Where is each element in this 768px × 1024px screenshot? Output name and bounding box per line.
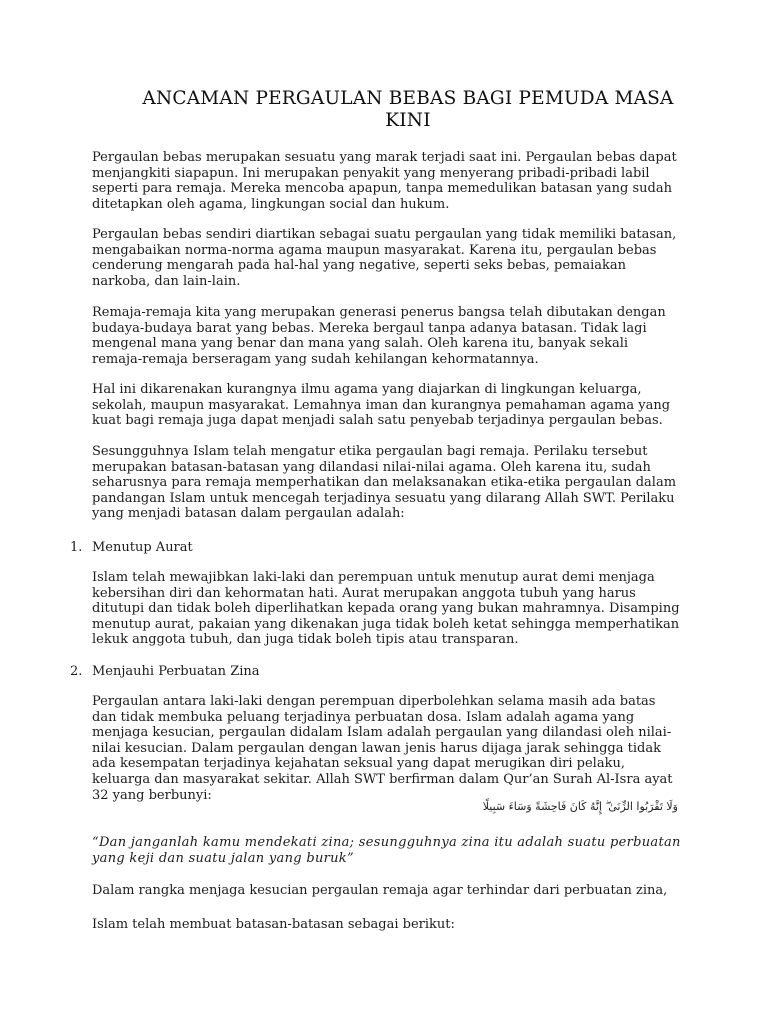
paragraph-youth: Remaja-remaja kita yang merupakan generasi penerus bangsa telah dibutakan dengan budaya-budaya barat yang bebas. Mereka bergaul tanpa adanya batasan. Tidak lagi mengenal mana yang benar dan mana yang salah. Oleh karena itu, banyak sekali remaja-remaja berseragam yang sudah kehilangan kehormatannya. [92,305,666,367]
list-label: Menutup Aurat [92,540,193,555]
paragraph-aurat: Islam telah mewajibkan laki-laki dan perempuan untuk menutup aurat demi menjaga kebersihan diri dan kehormatan hati. Aurat merupakan anggota tubuh yang harus ditutupi dan tidak boleh diperlihatkan kepada orang yang bukan mahramnya. Disamping menutup aurat, pakaian yang dikenakan juga tidak boleh ketat sehingga memperhatikan lekuk anggota tubuh, dan juga tidak boleh tipis atau transparan. [92,570,680,648]
paragraph-definition: Pergaulan bebas sendiri diartikan sebagai suatu pergaulan yang tidak memiliki batasan, mengabaikan norma-norma agama maupun masyarakat. Karena itu, pergaulan bebas cenderung mengarah pada hal-hal yang negative, seperti seks bebas, pemaiakan narkoba, dan lain-lain. [92,227,677,289]
document-title: ANCAMAN PERGAULAN BEBAS BAGI PEMUDA MASA KINI [142,88,674,131]
list-number: 1. [70,540,83,555]
paragraph-cause: Hal ini dikarenakan kurangnya ilmu agama yang diajarkan di lingkungan keluarga, sekolah, maupun masyarakat. Lemahnya iman dan kurangnya pemahaman agama yang kuat bagi remaja juga dapat menjadi salah satu penyebab terjadinya pergaulan bebas. [92,382,671,429]
list-number: 2. [70,664,83,679]
paragraph-kesucian: Dalam rangka menjaga kesucian pergaulan remaja agar terhindar dari perbuatan zina, [92,883,668,898]
list-item [70,540,193,556]
list-item [70,664,260,680]
arabic-verse: وَلَا تَقْرَبُوا الزِّنَىٰ ۖ إِنَّهُ كَانَ فَاحِشَةً وَسَاءَ سَبِيلًا [482,800,678,813]
verse-translation: “Dan janganlah kamu mendekati zina; sesungguhnya zina itu adalah suatu perbuatan yang keji dan suatu jalan yang buruk” [92,835,681,866]
paragraph-zina: Pergaulan antara laki-laki dengan perempuan diperbolehkan selama masih ada batas dan tidak membuka peluang terjadinya perbuatan dosa. Islam adalah agama yang menjaga kesucian, pergaulan didalam Islam adalah pergaulan yang dilandasi oleh nilai-nilai kesucian. Dalam pergaulan dengan lawan jenis harus dijaga jarak sehingga tidak ada kesempatan terjadinya kejahatan seksual yang dapat merugikan diri pelaku, keluarga dan masyarakat sekitar. Allah SWT berfirman dalam Qur’an Surah Al-Isra ayat 32 yang berbunyi: [92,694,673,803]
paragraph-intro: Pergaulan bebas merupakan sesuatu yang marak terjadi saat ini. Pergaulan bebas dapat menjangkiti siapapun. Ini merupakan penyakit yang menyerang pribadi-pribadi labil seperti para remaja. Mereka mencoba apapun, tanpa memedulikan batasan yang sudah ditetapkan oleh agama, lingkungan social dan hukum. [92,150,677,212]
paragraph-batasan: Islam telah membuat batasan-batasan sebagai berikut: [92,917,455,932]
paragraph-islam-ethics: Sesungguhnya Islam telah mengatur etika pergaulan bagi remaja. Perilaku tersebut merupakan batasan-batasan yang dilandasi nilai-nilai agama. Oleh karena itu, sudah seharusnya para remaja memperhatikan dan melaksanakan etika-etika pergaulan dalam pandangan Islam untuk mencegah terjadinya sesuatu yang dilarang Allah SWT. Perilaku yang menjadi batasan dalam pergaulan adalah: [92,444,677,522]
list-label: Menjauhi Perbuatan Zina [92,664,260,679]
